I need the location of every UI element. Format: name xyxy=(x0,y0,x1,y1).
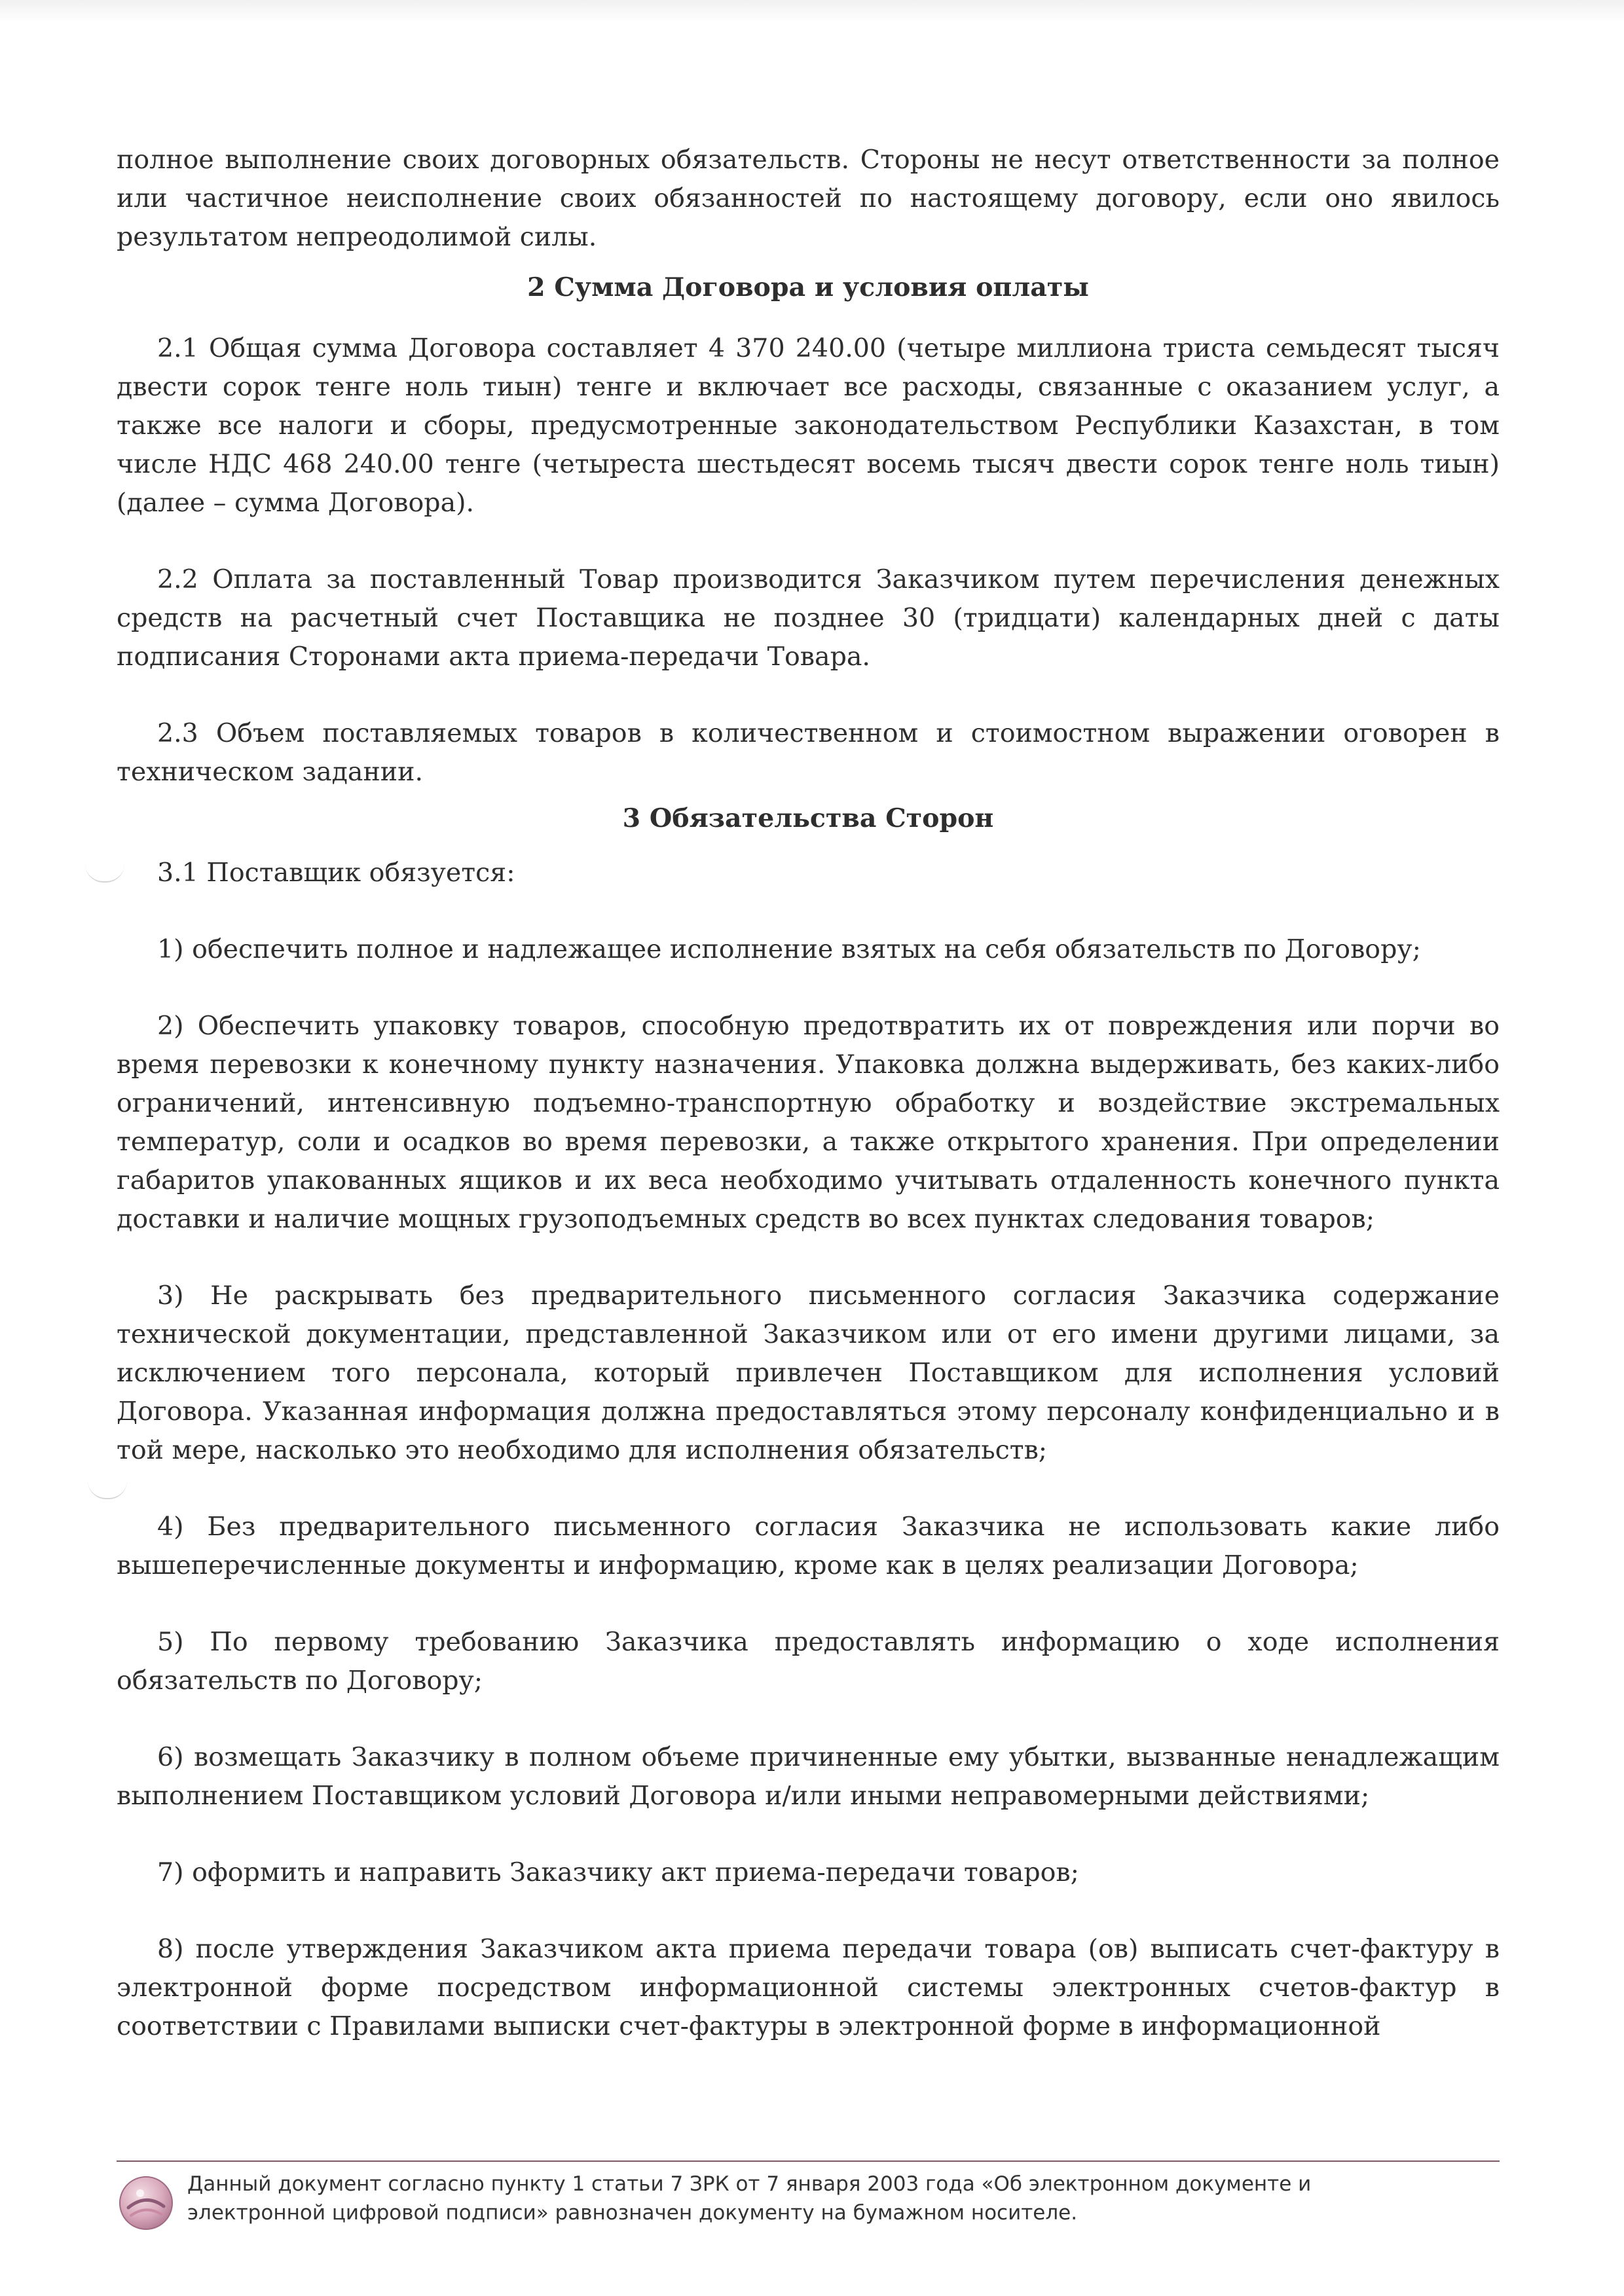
scan-edge xyxy=(0,0,1624,22)
footer-note-line-1: Данный документ согласно пункту 1 статьи 7 ЗРК от 7 января 2003 года «Об электронном документе и xyxy=(187,2172,1312,2196)
list-item-1: 1) обеспечить полное и надлежащее исполнение взятых на себя обязательств по Договору; xyxy=(157,934,1421,964)
list-item-6: 6) возмещать Заказчику в полном объеме причиненные ему убытки, вызванные ненадлежащим выполнением Поставщиком условий Договора и/или иными неправомерными действиями; xyxy=(117,1742,1500,1811)
list-item-3: 3) Не раскрывать без предварительного письменного согласия Заказчика содержание технической документации, представленной Заказчиком или от его имени другими лицами, за исключением того персонала, который привлечен Поставщиком для исполнения условий Договора. Указанная информация должна предоставляться этому персоналу конфиденциально и в той мере, насколько это необходимо для исполнения обязательств; xyxy=(117,1281,1500,1465)
footer-note xyxy=(187,2170,1311,2227)
list-item-2: 2) Обеспечить упаковку товаров, способную предотвратить их от повреждения или порчи во время перевозки к конечному пункту назначения. Упаковка должна выдерживать, без каких-либо ограничений, интенсивную подъемно-транспортную обработку и воздействие экстремальных температур, соли и осадков во время перевозки, а также открытого хранения. При определении габаритов упакованных ящиков и их веса необходимо учитывать отдаленность конечного пункта доставки и наличие мощных грузоподъемных средств во всех пунктах следования товаров; xyxy=(117,1011,1500,1234)
paragraph-force-majeure: полное выполнение своих договорных обязательств. Стороны не несут ответственности за полное или частичное неисполнение своих обязанностей по настоящему договору, если оно явилось результатом непреодолимой силы. xyxy=(117,145,1500,252)
list-item-4: 4) Без предварительного письменного согласия Заказчика не использовать какие либо вышеперечисленные документы и информацию, кроме как в целях реализации Договора; xyxy=(117,1512,1500,1580)
footer-row xyxy=(117,2170,1500,2232)
clause-2-1: 2.1 Общая сумма Договора составляет 4 370 240.00 (четыре миллиона триста семьдесят тысяч двести сорок тенге ноль тиын) тенге и включает все расходы, связанные с оказанием услуг, а также все налоги и сборы, предусмотренные законодательством Республики Казахстан, в том числе НДС 468 240.00 тенге (четыреста шестьдесят восемь тысяч двести сорок тенге ноль тиын) (далее – сумма Договора). xyxy=(117,333,1500,518)
list-item-8: 8) после утверждения Заказчиком акта приема передачи товара (ов) выписать счет-фактуру в электронной форме посредством информационной системы электронных счетов-фактур в соответствии с Правилами выписки счет-фактуры в электронной форме в информационной xyxy=(117,1934,1500,2041)
clause-2-2: 2.2 Оплата за поставленный Товар производится Заказчиком путем перечисления денежных средств на расчетный счет Поставщика не позднее 30 (тридцати) календарных дней с даты подписания Сторонами акта приема-передачи Товара. xyxy=(117,564,1500,672)
footer xyxy=(117,2160,1500,2232)
document-body xyxy=(117,141,1500,2046)
list-item-5: 5) По первому требованию Заказчика предоставлять информацию о ходе исполнения обязательств по Договору; xyxy=(117,1627,1500,1696)
egov-seal-icon xyxy=(117,2174,175,2232)
list-item-7: 7) оформить и направить Заказчику акт приема-передачи товаров; xyxy=(157,1857,1079,1887)
clause-2-3: 2.3 Объем поставляемых товаров в количественном и стоимостном выражении оговорен в техническом задании. xyxy=(117,718,1500,787)
footer-note-line-2: электронной цифровой подписи» равнозначен документу на бумажном носителе. xyxy=(187,2201,1078,2225)
clause-3-1: 3.1 Поставщик обязуется: xyxy=(157,858,515,888)
section-heading-3: 3 Обязательства Сторон xyxy=(622,803,994,833)
section-heading-2: 2 Сумма Договора и условия оплаты xyxy=(527,272,1089,302)
footer-divider xyxy=(117,2160,1500,2162)
